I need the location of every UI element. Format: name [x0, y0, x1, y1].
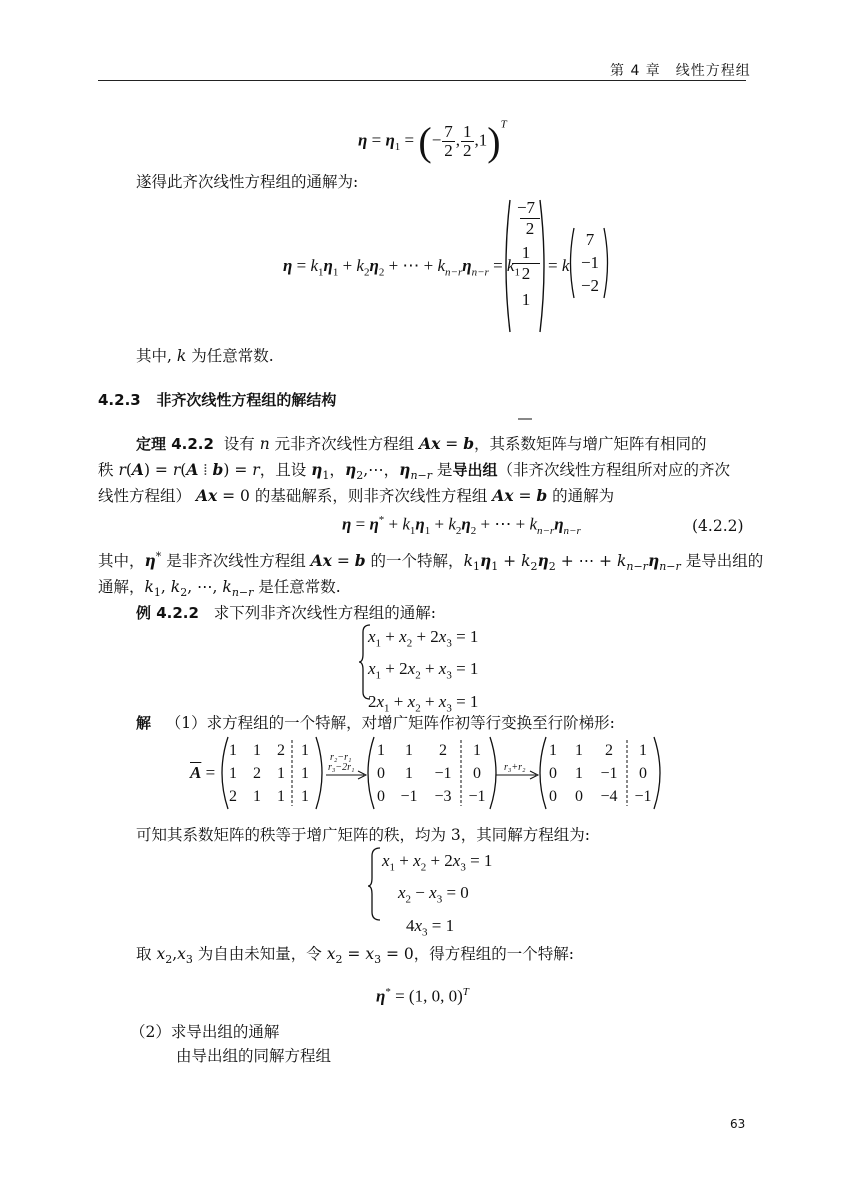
- theorem-line1: 定理 4.2.2 设有 n 元非齐次线性方程组 Ax = b，其系数矩阵与增广矩阵有相同的: [136, 434, 707, 453]
- theorem-label: 定理 4.2.2: [136, 435, 214, 453]
- matrix-cell: 1: [301, 765, 309, 782]
- theorem-line3: 线性方程组） Ax = 0 的基础解系，则非齐次线性方程组 Ax = b 的通解为: [98, 486, 615, 505]
- general-solution-intro: 遂得此齐次线性方程组的通解为:: [136, 173, 359, 191]
- particular-solution: η* = (1, 0, 0)$^T$: [376, 986, 469, 1006]
- matrix-cell: −1: [400, 788, 418, 805]
- augmented-matrix-label: $\overline{A}$ =: [190, 763, 216, 782]
- matrix-cell: 1: [575, 765, 583, 782]
- matrix-cell: 1: [301, 788, 309, 805]
- matrix-cell: −3: [434, 788, 452, 805]
- matrix-cell: 1: [405, 765, 413, 782]
- theorem-aside: （非齐次线性方程组所对应的齐次: [497, 461, 730, 479]
- system2-eq3: $4x_3 = 1$: [406, 915, 455, 939]
- step2-subtext: 由导出组的同解方程组: [176, 1047, 332, 1065]
- matrix-cell: 1: [229, 765, 237, 782]
- rank-text: 可知其系数矩阵的秩等于增广矩阵的秩，均为 3，其同解方程组为:: [136, 826, 591, 844]
- matrix-cell: 2: [439, 742, 447, 759]
- free-variables-text: 取 $x_2,x_3$ 为自由未知量，令 $x_2 = x_3 = 0$，得方程组的一个特解:: [136, 945, 575, 967]
- matrix-cell: 1: [377, 742, 385, 759]
- eta1-equation: $\eta = \eta_1$ = (− $\frac{7}{2}$ , $\frac{1}{2}$ ,1)$^T$: [358, 118, 507, 164]
- matrix-cell: 1: [277, 788, 285, 805]
- arrow1-top-label: r₂−r₁: [330, 752, 352, 763]
- matrix-cell: 0: [639, 765, 647, 782]
- system2-eq1: $x_1 + x_2 + 2x_3 = 1$: [382, 851, 493, 874]
- after-theorem-line2: 通解，$k_1$, $k_2$, ⋯, $k_{n-r}$ 是任意常数.: [98, 578, 341, 600]
- example-text: 求下列非齐次线性方程组的通解:: [213, 604, 436, 622]
- general-solution-lhs: $\eta = k_1\eta_1 + k_2\eta_2$ + ⋯ + $k_{n-r}\eta_{n-r} = k_1$: [283, 256, 520, 279]
- abar-symbol: $\overline{A}$: [190, 763, 202, 782]
- matrix-cell: 0: [549, 788, 557, 805]
- page-number: 63: [730, 1117, 746, 1131]
- matrix-cell: 0: [575, 788, 583, 805]
- system1-eq1: $x_1 + x_2 + 2x_3 = 1$: [368, 627, 479, 650]
- matrix-cell: 1: [301, 742, 309, 759]
- general-solution-mid: = k: [548, 256, 570, 275]
- matrix-cell: 2: [229, 788, 237, 805]
- section-number: 4.2.3: [98, 391, 141, 409]
- example-label: 例 4.2.2: [136, 604, 199, 622]
- solution-step1-text: （1）求方程组的一个特解，对增广矩阵作初等行变换至行阶梯形:: [165, 714, 615, 732]
- matrix-cell: 1: [549, 742, 557, 759]
- theorem-line2: 秩 r(A) = r(A ⁞ b) = r，且设 $\eta_1$，$\eta_2,\cdots$，$\eta_{n-r}$ 是导出组（非齐次线性方程组所对应的齐次: [98, 460, 730, 483]
- section-title: 非齐次线性方程组的解结构: [156, 391, 337, 409]
- k-constant-note: 其中, k 为任意常数.: [136, 347, 274, 365]
- matrix-cell: −1: [434, 765, 452, 782]
- matrix-cell: 1: [277, 765, 285, 782]
- matrix-cell: −1: [634, 788, 652, 805]
- system1-eq2: $x_1 + 2x_2 + x_3 = 1$: [368, 659, 479, 682]
- matrix-cell: 2: [605, 742, 613, 759]
- matrix-cell: 1: [473, 742, 481, 759]
- matrix-cell: −1: [600, 765, 618, 782]
- matrix-cell: −4: [600, 788, 618, 805]
- matrix-cell: 1: [575, 742, 583, 759]
- matrix-cell: 0: [377, 765, 385, 782]
- matrix-cell: −1: [468, 788, 486, 805]
- vector1-entries: −7 2 1 2 1: [512, 198, 540, 310]
- system2: [382, 848, 492, 945]
- matrix-cell: 2: [253, 765, 261, 782]
- theorem-keyword: 导出组: [452, 461, 498, 479]
- vector2-entries: 7 −1 −2: [580, 230, 600, 295]
- matrix-cell: 1: [253, 788, 261, 805]
- system2-eq2: $x_2 - x_3 = 0$: [398, 883, 469, 906]
- matrix-cell: 0: [377, 788, 385, 805]
- matrix-cell: 2: [277, 742, 285, 759]
- arrow2-top-label: r₃+r₂: [504, 762, 526, 773]
- matrix-cell: 1: [253, 742, 261, 759]
- equation-number: (4.2.2): [692, 517, 744, 535]
- solution-label: 解: [136, 714, 152, 732]
- matrix-cell: 0: [549, 765, 557, 782]
- arrow1-bottom-label: r₃−2r₁: [328, 762, 355, 773]
- matrix-cell: 0: [473, 765, 481, 782]
- step2-heading: （2）求导出组的通解: [130, 1023, 280, 1041]
- chapter-header: 第 4 章 线性方程组: [610, 63, 751, 79]
- matrix-cell: 1: [639, 742, 647, 759]
- system1-eq3: $2x_1 + x_2 + x_3 = 1$: [368, 691, 479, 715]
- matrix-cell: 1: [405, 742, 413, 759]
- after-theorem-line1: 其中，η* 是非齐次线性方程组 Ax = b 的一个特解，$k_1\eta_1 + k_2\eta_2$ + ⋯ + $k_{n-r}\eta_{n-r}$ 是导出组的: [98, 549, 764, 574]
- equation-4-2-2: $\eta = \eta^* + k_1\eta_1 + k_2\eta_2$ + ⋯ + $k_{n-r}\eta_{n-r}$: [342, 514, 581, 538]
- matrix-cell: 1: [229, 742, 237, 759]
